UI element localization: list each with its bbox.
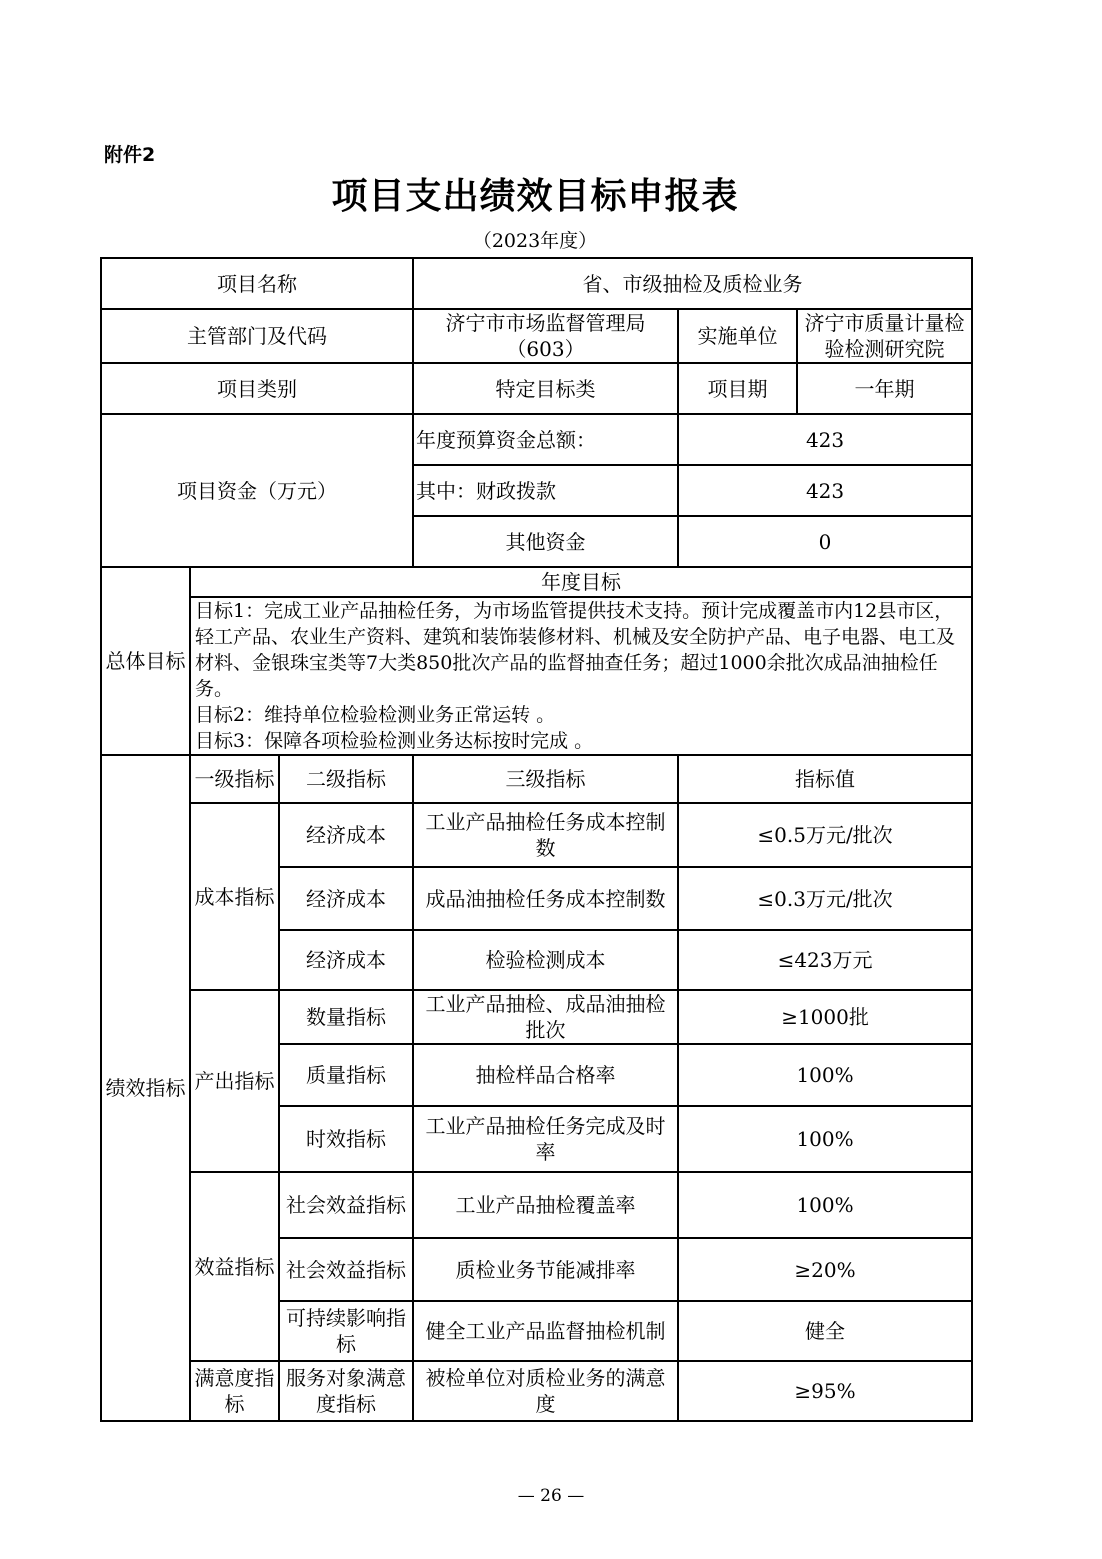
row-level2: 经济成本 [279, 867, 413, 930]
row-level3: 成品油抽检任务成本控制数 [413, 867, 678, 930]
row-level2: 社会效益指标 [279, 1172, 413, 1238]
row-value: 100% [678, 1106, 972, 1172]
group-benefit: 效益指标 [190, 1172, 279, 1361]
goal-2: 目标2：维持单位检验检测业务正常运转 。 [195, 704, 556, 726]
row-level2: 经济成本 [279, 930, 413, 990]
row-value: ≤0.5万元/批次 [678, 803, 972, 867]
row-level3: 工业产品抽检、成品油抽检批次 [413, 990, 678, 1044]
row-level3: 抽检样品合格率 [413, 1044, 678, 1106]
period-label: 项目期 [678, 363, 797, 414]
goal-3: 目标3：保障各项检验检测业务达标按时完成 。 [195, 730, 594, 752]
row-level2: 质量指标 [279, 1044, 413, 1106]
row-level3: 工业产品抽检任务成本控制数 [413, 803, 678, 867]
page-number: — 26 — [517, 1486, 585, 1506]
row-level2: 时效指标 [279, 1106, 413, 1172]
row-level2: 数量指标 [279, 990, 413, 1044]
header-level1: 一级指标 [190, 755, 279, 803]
dept-value: 济宁市市场监督管理局（603） [413, 309, 678, 363]
page-title: 项目支出绩效目标申报表 [331, 176, 739, 217]
funds-label: 项目资金（万元） [101, 414, 413, 567]
row-value: 100% [678, 1044, 972, 1106]
project-name-value: 省、市级抽检及质检业务 [413, 258, 972, 309]
category-value: 特定目标类 [413, 363, 678, 414]
impl-value: 济宁市质量计量检验检测研究院 [797, 309, 972, 363]
funds-fiscal-value: 423 [678, 465, 972, 516]
funds-other-label: 其他资金 [413, 516, 678, 567]
header-level3: 三级指标 [413, 755, 678, 803]
header-level2: 二级指标 [279, 755, 413, 803]
header-value: 指标值 [678, 755, 972, 803]
row-level3: 检验检测成本 [413, 930, 678, 990]
group-satisfaction: 满意度指标 [190, 1361, 279, 1421]
goal-1: 目标1：完成工业产品抽检任务，为市场监管提供技术支持。预计完成覆盖市内12县市区，轻工产品、农业生产资料、建筑和装饰装修材料、机械及安全防护产品、电子电器、电工及材料、金银珠宝类等7大类850批次产品的监督抽查任务；超过1000余批次成品油抽检任务。 [195, 600, 956, 700]
period-value: 一年期 [797, 363, 972, 414]
funds-other-value: 0 [678, 516, 972, 567]
row-level2: 可持续影响指标 [279, 1301, 413, 1361]
row-value: 100% [678, 1172, 972, 1238]
group-output: 产出指标 [190, 990, 279, 1172]
perf-label: 绩效指标 [101, 755, 190, 1421]
funds-total-label: 年度预算资金总额： [413, 414, 678, 465]
row-value: ≤423万元 [678, 930, 972, 990]
attachment-label: 附件2 [104, 144, 156, 166]
year-label: （2023年度） [472, 230, 598, 252]
row-level2: 经济成本 [279, 803, 413, 867]
row-level2: 服务对象满意度指标 [279, 1361, 413, 1421]
project-name-label: 项目名称 [101, 258, 413, 309]
funds-fiscal-label: 其中：财政拨款 [413, 465, 678, 516]
category-label: 项目类别 [101, 363, 413, 414]
row-level3: 健全工业产品监督抽检机制 [413, 1301, 678, 1361]
row-level2: 社会效益指标 [279, 1238, 413, 1301]
impl-label: 实施单位 [678, 309, 797, 363]
dept-label: 主管部门及代码 [101, 309, 413, 363]
row-value: ≤0.3万元/批次 [678, 867, 972, 930]
annual-goal-text [190, 597, 972, 755]
row-value: ≥95% [678, 1361, 972, 1421]
row-value: ≥1000批 [678, 990, 972, 1044]
annual-goal-label: 年度目标 [190, 567, 972, 597]
row-level3: 被检单位对质检业务的满意度 [413, 1361, 678, 1421]
performance-table [100, 257, 973, 1422]
overall-goal-label: 总体目标 [101, 567, 190, 755]
funds-total-value: 423 [678, 414, 972, 465]
row-value: ≥20% [678, 1238, 972, 1301]
row-level3: 工业产品抽检覆盖率 [413, 1172, 678, 1238]
row-level3: 质检业务节能减排率 [413, 1238, 678, 1301]
row-level3: 工业产品抽检任务完成及时率 [413, 1106, 678, 1172]
row-value: 健全 [678, 1301, 972, 1361]
group-cost: 成本指标 [190, 803, 279, 990]
